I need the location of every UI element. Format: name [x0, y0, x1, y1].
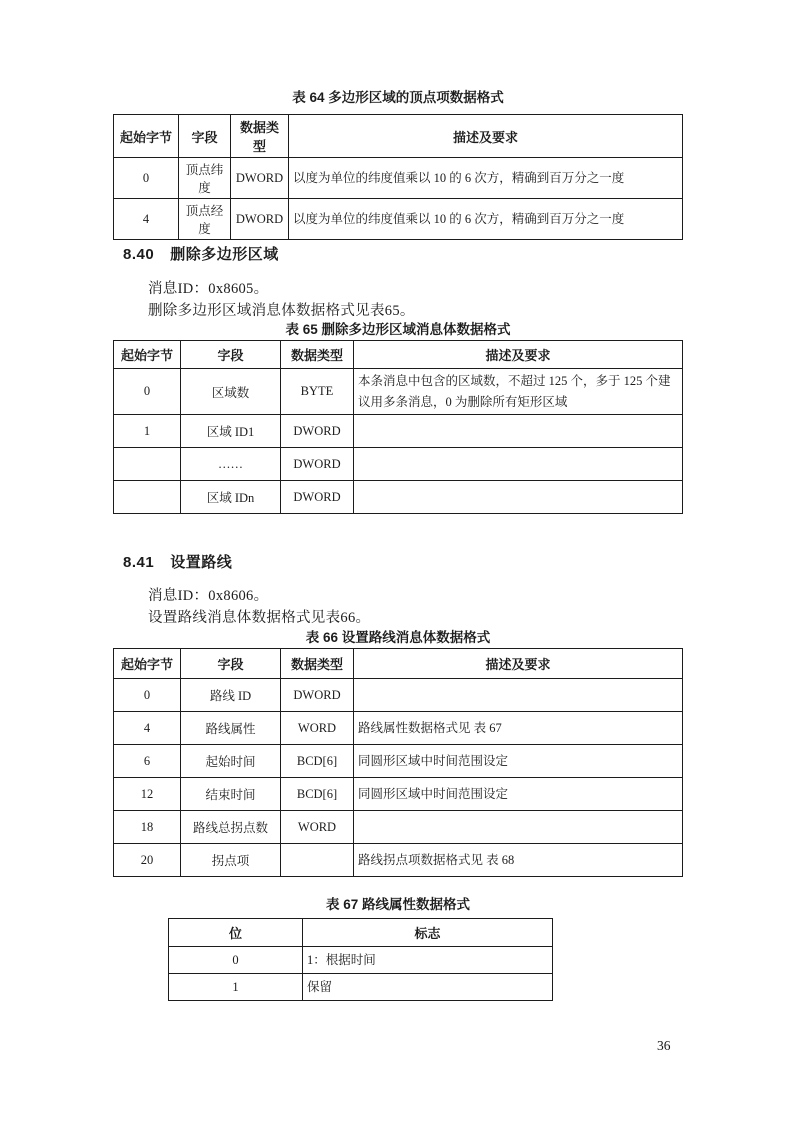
table-row [114, 745, 683, 778]
cell: 1：根据时间 [303, 947, 553, 974]
cell: DWORD [281, 679, 354, 712]
cell: WORD [281, 811, 354, 844]
header-cell: 字段 [181, 341, 281, 369]
table-64-caption: 表 64 多边形区域的顶点项数据格式 [292, 90, 504, 105]
cell: DWORD [281, 415, 354, 448]
table-row [114, 415, 683, 448]
cell: 路线 ID [181, 679, 281, 712]
table-header-row [114, 649, 683, 679]
cell: 顶点经度 [179, 199, 231, 240]
cell: 同圆形区域中时间范围设定 [354, 745, 683, 778]
table-row [114, 811, 683, 844]
cell: 保留 [303, 974, 553, 1001]
cell: 20 [114, 844, 181, 877]
cell: 0 [169, 947, 303, 974]
table-row [114, 712, 683, 745]
section-title: 设置路线 [170, 554, 233, 571]
table-row [114, 369, 683, 415]
cell [354, 448, 683, 481]
header-cell: 字段 [179, 115, 231, 158]
section-heading-8-41 [123, 554, 232, 572]
cell: 本条消息中包含的区域数，不超过 125 个，多于 125 个建议用多条消息，0 为删除所有矩形区域 [354, 369, 683, 415]
page-number: 36 [657, 1038, 671, 1053]
table-row [169, 947, 553, 974]
message-id-line: 消息ID：0x8606。 [148, 588, 269, 604]
table-row [114, 158, 683, 199]
message-id-line: 消息ID：0x8605。 [148, 281, 269, 297]
cell: 顶点纬度 [179, 158, 231, 199]
cell: BYTE [281, 369, 354, 415]
cell: 同圆形区域中时间范围设定 [354, 778, 683, 811]
cell [114, 448, 181, 481]
header-cell: 描述及要求 [289, 115, 683, 158]
table-header-row [114, 115, 683, 158]
cell [281, 844, 354, 877]
cell [114, 481, 181, 514]
header-cell: 字段 [181, 649, 281, 679]
cell: 4 [114, 712, 181, 745]
cell: BCD[6] [281, 745, 354, 778]
table-header-row [169, 919, 553, 947]
cell: 路线属性数据格式见 表 67 [354, 712, 683, 745]
cell: 拐点项 [181, 844, 281, 877]
cell: …… [181, 448, 281, 481]
table-65-caption: 表 65 删除多边形区域消息体数据格式 [285, 322, 511, 337]
table-66-caption: 表 66 设置路线消息体数据格式 [305, 630, 491, 645]
header-cell: 标志 [303, 919, 553, 947]
cell [354, 481, 683, 514]
cell: 结束时间 [181, 778, 281, 811]
cell: 0 [114, 158, 179, 199]
cell: DWORD [231, 199, 289, 240]
header-cell: 位 [169, 919, 303, 947]
cell: 4 [114, 199, 179, 240]
table-row [114, 844, 683, 877]
table-row [114, 778, 683, 811]
cell: 起始时间 [181, 745, 281, 778]
table-row [114, 481, 683, 514]
table-row [114, 448, 683, 481]
table-row [114, 199, 683, 240]
table-65 [113, 340, 683, 514]
cell: DWORD [231, 158, 289, 199]
cell: BCD[6] [281, 778, 354, 811]
body-text-line: 设置路线消息体数据格式见表66。 [148, 610, 371, 626]
header-cell: 描述及要求 [354, 649, 683, 679]
cell: 1 [169, 974, 303, 1001]
section-title: 删除多边形区域 [170, 246, 279, 263]
cell: WORD [281, 712, 354, 745]
cell: 区域数 [181, 369, 281, 415]
cell: 18 [114, 811, 181, 844]
cell: 区域 IDn [181, 481, 281, 514]
cell: 区域 ID1 [181, 415, 281, 448]
cell: 路线总拐点数 [181, 811, 281, 844]
section-number: 8.40 [123, 246, 155, 263]
section-heading-8-40 [123, 246, 279, 264]
table-67-caption: 表 67 路线属性数据格式 [325, 897, 471, 912]
cell: 0 [114, 369, 181, 415]
cell: 0 [114, 679, 181, 712]
table-row [114, 679, 683, 712]
header-cell: 描述及要求 [354, 341, 683, 369]
cell: 1 [114, 415, 181, 448]
header-cell: 数据类型 [231, 115, 289, 158]
cell [354, 415, 683, 448]
table-66 [113, 648, 683, 877]
cell: 路线属性 [181, 712, 281, 745]
body-text-line: 删除多边形区域消息体数据格式见表65。 [148, 303, 415, 319]
section-number: 8.41 [123, 554, 155, 571]
table-header-row [114, 341, 683, 369]
cell: 12 [114, 778, 181, 811]
table-64 [113, 114, 683, 240]
header-cell: 数据类型 [281, 649, 354, 679]
header-cell: 数据类型 [281, 341, 354, 369]
cell: DWORD [281, 481, 354, 514]
cell [354, 679, 683, 712]
cell: 6 [114, 745, 181, 778]
cell [354, 811, 683, 844]
cell: DWORD [281, 448, 354, 481]
header-cell: 起始字节 [114, 649, 181, 679]
cell: 路线拐点项数据格式见 表 68 [354, 844, 683, 877]
cell: 以度为单位的纬度值乘以 10 的 6 次方，精确到百万分之一度 [289, 199, 683, 240]
header-cell: 起始字节 [114, 115, 179, 158]
cell: 以度为单位的纬度值乘以 10 的 6 次方，精确到百万分之一度 [289, 158, 683, 199]
table-67 [168, 918, 553, 1001]
header-cell: 起始字节 [114, 341, 181, 369]
table-row [169, 974, 553, 1001]
